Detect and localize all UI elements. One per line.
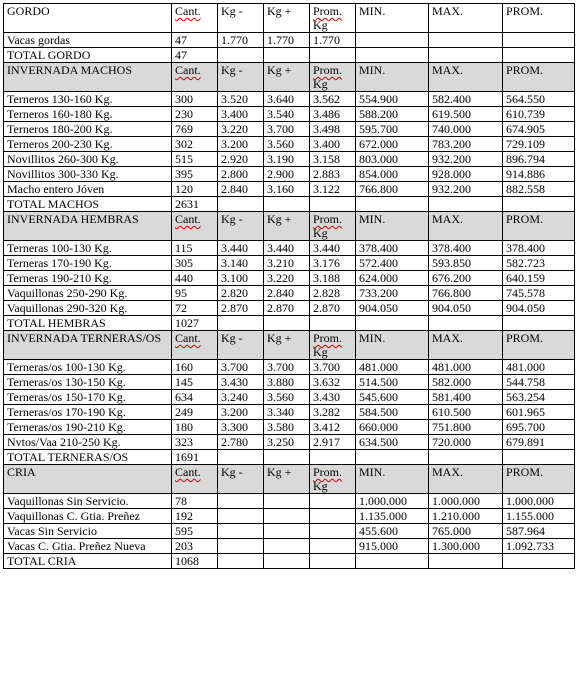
row-value: 3.250 bbox=[264, 435, 310, 450]
row-value: 1.300.000 bbox=[429, 539, 503, 554]
empty-cell bbox=[264, 450, 310, 465]
total-value: 1691 bbox=[172, 450, 218, 465]
table-row bbox=[4, 107, 575, 122]
row-value: 95 bbox=[172, 286, 218, 301]
row-value: 619.500 bbox=[429, 107, 503, 122]
row-value: 751.800 bbox=[429, 420, 503, 435]
row-value: 601.965 bbox=[503, 405, 575, 420]
row-label: Vaquillonas 250-290 Kg. bbox=[4, 286, 172, 301]
column-header: Cant. bbox=[172, 63, 218, 92]
row-value: 676.200 bbox=[429, 271, 503, 286]
column-header: Kg + bbox=[264, 465, 310, 494]
row-value bbox=[310, 524, 356, 539]
row-value: 928.000 bbox=[429, 167, 503, 182]
row-value: 695.700 bbox=[503, 420, 575, 435]
row-value: 300 bbox=[172, 92, 218, 107]
column-header: Cant. bbox=[172, 4, 218, 33]
empty-cell bbox=[503, 554, 575, 569]
column-header: Kg - bbox=[218, 465, 264, 494]
row-value: 378.400 bbox=[503, 241, 575, 256]
table-row bbox=[4, 524, 575, 539]
row-value: 582.723 bbox=[503, 256, 575, 271]
row-label: Nvtos/Vaa 210-250 Kg. bbox=[4, 435, 172, 450]
row-value: 745.578 bbox=[503, 286, 575, 301]
column-header: MIN. bbox=[356, 331, 429, 360]
row-value: 595.700 bbox=[356, 122, 429, 137]
row-value: 634.500 bbox=[356, 435, 429, 450]
column-header: Cant. bbox=[172, 212, 218, 241]
empty-cell bbox=[503, 316, 575, 331]
row-value: 915.000 bbox=[356, 539, 429, 554]
row-value: 563.254 bbox=[503, 390, 575, 405]
column-header: MAX. bbox=[429, 212, 503, 241]
empty-cell bbox=[310, 554, 356, 569]
row-value: 515 bbox=[172, 152, 218, 167]
row-value: 3.700 bbox=[218, 360, 264, 375]
row-label: Vaquillonas Sin Servicio. bbox=[4, 494, 172, 509]
empty-cell bbox=[429, 197, 503, 212]
row-value: 610.500 bbox=[429, 405, 503, 420]
row-value: 2.920 bbox=[218, 152, 264, 167]
row-value: 3.560 bbox=[264, 390, 310, 405]
column-header: PROM. bbox=[503, 331, 575, 360]
row-value: 2.870 bbox=[264, 301, 310, 316]
row-value: 323 bbox=[172, 435, 218, 450]
empty-cell bbox=[356, 197, 429, 212]
row-value: 160 bbox=[172, 360, 218, 375]
row-label: Vacas gordas bbox=[4, 33, 172, 48]
section-header-row bbox=[4, 63, 575, 92]
column-header: Kg - bbox=[218, 331, 264, 360]
row-value: 766.800 bbox=[356, 182, 429, 197]
row-value: 3.412 bbox=[310, 420, 356, 435]
row-value: 3.100 bbox=[218, 271, 264, 286]
row-label: Terneras 100-130 Kg. bbox=[4, 241, 172, 256]
column-header: Prom. Kg bbox=[310, 212, 356, 241]
row-label: Terneras 170-190 Kg. bbox=[4, 256, 172, 271]
row-value: 3.400 bbox=[310, 137, 356, 152]
total-value: 1027 bbox=[172, 316, 218, 331]
row-value: 595 bbox=[172, 524, 218, 539]
row-value bbox=[429, 33, 503, 48]
row-value: 729.109 bbox=[503, 137, 575, 152]
row-value: 544.758 bbox=[503, 375, 575, 390]
row-value: 192 bbox=[172, 509, 218, 524]
row-value: 634 bbox=[172, 390, 218, 405]
row-value bbox=[264, 539, 310, 554]
row-value: 3.340 bbox=[264, 405, 310, 420]
row-value: 3.140 bbox=[218, 256, 264, 271]
column-header: Kg + bbox=[264, 4, 310, 33]
row-value bbox=[310, 494, 356, 509]
row-value: 3.440 bbox=[218, 241, 264, 256]
row-value: 2.780 bbox=[218, 435, 264, 450]
row-value: 3.122 bbox=[310, 182, 356, 197]
column-header: Kg + bbox=[264, 212, 310, 241]
empty-cell bbox=[429, 316, 503, 331]
row-label: Terneros 130-160 Kg. bbox=[4, 92, 172, 107]
row-label: Terneras/os 190-210 Kg. bbox=[4, 420, 172, 435]
total-label: TOTAL HEMBRAS bbox=[4, 316, 172, 331]
empty-cell bbox=[264, 48, 310, 63]
empty-cell bbox=[429, 48, 503, 63]
table-row bbox=[4, 271, 575, 286]
empty-cell bbox=[218, 197, 264, 212]
column-header: Kg + bbox=[264, 331, 310, 360]
empty-cell bbox=[218, 316, 264, 331]
row-value: 378.400 bbox=[429, 241, 503, 256]
row-label: Terneros 160-180 Kg. bbox=[4, 107, 172, 122]
section-header-row bbox=[4, 212, 575, 241]
row-value: 932.200 bbox=[429, 152, 503, 167]
total-row bbox=[4, 48, 575, 63]
table-row bbox=[4, 286, 575, 301]
table-row bbox=[4, 256, 575, 271]
row-value: 3.498 bbox=[310, 122, 356, 137]
row-value: 378.400 bbox=[356, 241, 429, 256]
row-value: 624.000 bbox=[356, 271, 429, 286]
column-header: MIN. bbox=[356, 4, 429, 33]
row-value: 395 bbox=[172, 167, 218, 182]
table-row bbox=[4, 152, 575, 167]
row-value: 932.200 bbox=[429, 182, 503, 197]
row-value: 2.800 bbox=[218, 167, 264, 182]
row-value: 1.210.000 bbox=[429, 509, 503, 524]
empty-cell bbox=[429, 450, 503, 465]
total-value: 1068 bbox=[172, 554, 218, 569]
row-value: 3.400 bbox=[218, 107, 264, 122]
row-value: 3.220 bbox=[218, 122, 264, 137]
row-value: 2.917 bbox=[310, 435, 356, 450]
row-value: 882.558 bbox=[503, 182, 575, 197]
row-value: 3.486 bbox=[310, 107, 356, 122]
total-label: TOTAL CRIA bbox=[4, 554, 172, 569]
empty-cell bbox=[310, 48, 356, 63]
empty-cell bbox=[218, 450, 264, 465]
row-label: Vacas Sin Servicio bbox=[4, 524, 172, 539]
row-value: 120 bbox=[172, 182, 218, 197]
section-header-row bbox=[4, 331, 575, 360]
column-header: Cant. bbox=[172, 331, 218, 360]
row-label: Terneras/os 170-190 Kg. bbox=[4, 405, 172, 420]
row-value: 1.092.733 bbox=[503, 539, 575, 554]
column-header: Prom. Kg bbox=[310, 465, 356, 494]
row-value: 3.282 bbox=[310, 405, 356, 420]
row-value: 230 bbox=[172, 107, 218, 122]
total-label: TOTAL GORDO bbox=[4, 48, 172, 63]
row-value: 660.000 bbox=[356, 420, 429, 435]
section-title: INVERNADA HEMBRAS bbox=[4, 212, 172, 241]
table-row bbox=[4, 182, 575, 197]
row-value bbox=[218, 524, 264, 539]
row-value: 3.640 bbox=[264, 92, 310, 107]
total-label: TOTAL MACHOS bbox=[4, 197, 172, 212]
column-header: PROM. bbox=[503, 465, 575, 494]
row-value: 2.840 bbox=[218, 182, 264, 197]
table-row bbox=[4, 435, 575, 450]
row-value: 481.000 bbox=[429, 360, 503, 375]
row-label: Terneros 180-200 Kg. bbox=[4, 122, 172, 137]
row-value: 2.828 bbox=[310, 286, 356, 301]
row-value: 3.440 bbox=[264, 241, 310, 256]
column-header: Kg - bbox=[218, 63, 264, 92]
table-row bbox=[4, 33, 575, 48]
row-label: Macho entero Jóven bbox=[4, 182, 172, 197]
row-value: 904.050 bbox=[356, 301, 429, 316]
row-value: 3.160 bbox=[264, 182, 310, 197]
row-value bbox=[218, 494, 264, 509]
column-header: MAX. bbox=[429, 331, 503, 360]
row-value: 3.562 bbox=[310, 92, 356, 107]
row-value: 803.000 bbox=[356, 152, 429, 167]
row-value: 3.158 bbox=[310, 152, 356, 167]
row-value: 564.550 bbox=[503, 92, 575, 107]
row-value: 2.870 bbox=[218, 301, 264, 316]
row-value: 914.886 bbox=[503, 167, 575, 182]
column-header: Prom. Kg bbox=[310, 63, 356, 92]
row-value: 1.000.000 bbox=[356, 494, 429, 509]
row-value: 1.135.000 bbox=[356, 509, 429, 524]
row-value: 545.600 bbox=[356, 390, 429, 405]
empty-cell bbox=[264, 197, 310, 212]
column-header: Cant. bbox=[172, 465, 218, 494]
section-title: INVERNADA MACHOS bbox=[4, 63, 172, 92]
price-table bbox=[3, 3, 575, 569]
row-value bbox=[356, 33, 429, 48]
table-row bbox=[4, 122, 575, 137]
row-value: 3.430 bbox=[218, 375, 264, 390]
table-row bbox=[4, 494, 575, 509]
section-header-row bbox=[4, 465, 575, 494]
section-title: CRIA bbox=[4, 465, 172, 494]
row-label: Terneros 200-230 Kg. bbox=[4, 137, 172, 152]
empty-cell bbox=[310, 316, 356, 331]
column-header: Prom. Kg bbox=[310, 4, 356, 33]
empty-cell bbox=[218, 48, 264, 63]
row-value: 854.000 bbox=[356, 167, 429, 182]
row-value: 3.190 bbox=[264, 152, 310, 167]
row-label: Terneras/os 100-130 Kg. bbox=[4, 360, 172, 375]
empty-cell bbox=[429, 554, 503, 569]
row-value: 180 bbox=[172, 420, 218, 435]
section-header-row bbox=[4, 4, 575, 33]
row-value: 3.880 bbox=[264, 375, 310, 390]
total-label: TOTAL TERNERAS/OS bbox=[4, 450, 172, 465]
column-header: MIN. bbox=[356, 212, 429, 241]
row-value: 572.400 bbox=[356, 256, 429, 271]
row-label: Terneras/os 130-150 Kg. bbox=[4, 375, 172, 390]
total-row bbox=[4, 197, 575, 212]
row-value: 481.000 bbox=[503, 360, 575, 375]
table-row bbox=[4, 137, 575, 152]
row-label: Terneras 190-210 Kg. bbox=[4, 271, 172, 286]
column-header: PROM. bbox=[503, 212, 575, 241]
row-value bbox=[310, 509, 356, 524]
row-value: 766.800 bbox=[429, 286, 503, 301]
empty-cell bbox=[310, 450, 356, 465]
row-value: 896.794 bbox=[503, 152, 575, 167]
row-value: 115 bbox=[172, 241, 218, 256]
row-value: 1.770 bbox=[218, 33, 264, 48]
row-value: 3.240 bbox=[218, 390, 264, 405]
row-value: 783.200 bbox=[429, 137, 503, 152]
row-value: 582.400 bbox=[429, 92, 503, 107]
column-header: Kg + bbox=[264, 63, 310, 92]
row-value: 904.050 bbox=[503, 301, 575, 316]
row-label: Terneras/os 150-170 Kg. bbox=[4, 390, 172, 405]
row-value: 3.632 bbox=[310, 375, 356, 390]
empty-cell bbox=[264, 316, 310, 331]
column-header: MIN. bbox=[356, 63, 429, 92]
row-value: 582.000 bbox=[429, 375, 503, 390]
row-value: 3.520 bbox=[218, 92, 264, 107]
row-value: 593.850 bbox=[429, 256, 503, 271]
row-value: 1.770 bbox=[264, 33, 310, 48]
total-value: 47 bbox=[172, 48, 218, 63]
row-value: 1.155.000 bbox=[503, 509, 575, 524]
row-value: 3.540 bbox=[264, 107, 310, 122]
row-value: 584.500 bbox=[356, 405, 429, 420]
row-label: Novillitos 300-330 Kg. bbox=[4, 167, 172, 182]
row-value: 554.900 bbox=[356, 92, 429, 107]
column-header: Prom. Kg bbox=[310, 331, 356, 360]
empty-cell bbox=[356, 450, 429, 465]
table-row bbox=[4, 375, 575, 390]
row-value bbox=[218, 509, 264, 524]
row-value: 1.000.000 bbox=[429, 494, 503, 509]
total-value: 2631 bbox=[172, 197, 218, 212]
table-row bbox=[4, 405, 575, 420]
row-value: 679.891 bbox=[503, 435, 575, 450]
table-row bbox=[4, 420, 575, 435]
row-label: Vaquillonas 290-320 Kg. bbox=[4, 301, 172, 316]
column-header: MAX. bbox=[429, 465, 503, 494]
row-value: 2.840 bbox=[264, 286, 310, 301]
table-row bbox=[4, 509, 575, 524]
row-value: 78 bbox=[172, 494, 218, 509]
column-header: MIN. bbox=[356, 465, 429, 494]
empty-cell bbox=[356, 48, 429, 63]
row-value: 302 bbox=[172, 137, 218, 152]
total-row bbox=[4, 316, 575, 331]
row-value: 3.700 bbox=[264, 360, 310, 375]
row-value: 72 bbox=[172, 301, 218, 316]
row-value: 3.200 bbox=[218, 137, 264, 152]
row-value: 3.440 bbox=[310, 241, 356, 256]
table-row bbox=[4, 241, 575, 256]
row-value bbox=[264, 524, 310, 539]
empty-cell bbox=[356, 316, 429, 331]
table-row bbox=[4, 539, 575, 554]
empty-cell bbox=[218, 554, 264, 569]
row-value: 3.300 bbox=[218, 420, 264, 435]
row-value: 3.176 bbox=[310, 256, 356, 271]
row-value: 145 bbox=[172, 375, 218, 390]
column-header: MAX. bbox=[429, 4, 503, 33]
row-value: 47 bbox=[172, 33, 218, 48]
row-value: 455.600 bbox=[356, 524, 429, 539]
column-header: PROM. bbox=[503, 4, 575, 33]
row-label: Vaquillonas C. Gtia. Preñez bbox=[4, 509, 172, 524]
column-header: Kg - bbox=[218, 212, 264, 241]
column-header: PROM. bbox=[503, 63, 575, 92]
row-value: 203 bbox=[172, 539, 218, 554]
table-row bbox=[4, 301, 575, 316]
column-header: MAX. bbox=[429, 63, 503, 92]
row-value: 588.200 bbox=[356, 107, 429, 122]
row-value: 720.000 bbox=[429, 435, 503, 450]
row-value: 249 bbox=[172, 405, 218, 420]
cattle-price-report bbox=[3, 3, 574, 569]
row-value: 3.188 bbox=[310, 271, 356, 286]
empty-cell bbox=[503, 48, 575, 63]
row-value: 769 bbox=[172, 122, 218, 137]
row-value: 440 bbox=[172, 271, 218, 286]
total-row bbox=[4, 554, 575, 569]
table-row bbox=[4, 360, 575, 375]
section-title: GORDO bbox=[4, 4, 172, 33]
row-value: 674.905 bbox=[503, 122, 575, 137]
row-value: 3.210 bbox=[264, 256, 310, 271]
row-value: 1.770 bbox=[310, 33, 356, 48]
row-value bbox=[218, 539, 264, 554]
row-value: 2.883 bbox=[310, 167, 356, 182]
row-value: 305 bbox=[172, 256, 218, 271]
empty-cell bbox=[264, 554, 310, 569]
row-value: 904.050 bbox=[429, 301, 503, 316]
table-row bbox=[4, 92, 575, 107]
row-value bbox=[264, 494, 310, 509]
table-row bbox=[4, 167, 575, 182]
table-row bbox=[4, 390, 575, 405]
row-value bbox=[310, 539, 356, 554]
row-value: 733.200 bbox=[356, 286, 429, 301]
empty-cell bbox=[503, 450, 575, 465]
row-value: 765.000 bbox=[429, 524, 503, 539]
row-value: 581.400 bbox=[429, 390, 503, 405]
total-row bbox=[4, 450, 575, 465]
row-value: 740.000 bbox=[429, 122, 503, 137]
row-value: 640.159 bbox=[503, 271, 575, 286]
empty-cell bbox=[356, 554, 429, 569]
row-value: 3.430 bbox=[310, 390, 356, 405]
row-label: Vacas C. Gtia. Preñez Nueva bbox=[4, 539, 172, 554]
row-value: 481.000 bbox=[356, 360, 429, 375]
row-value: 672.000 bbox=[356, 137, 429, 152]
row-value: 3.580 bbox=[264, 420, 310, 435]
row-value: 3.200 bbox=[218, 405, 264, 420]
row-value: 3.700 bbox=[310, 360, 356, 375]
row-value bbox=[264, 509, 310, 524]
row-value: 1.000.000 bbox=[503, 494, 575, 509]
row-value: 3.220 bbox=[264, 271, 310, 286]
row-label: Novillitos 260-300 Kg. bbox=[4, 152, 172, 167]
row-value: 2.900 bbox=[264, 167, 310, 182]
row-value: 2.870 bbox=[310, 301, 356, 316]
row-value bbox=[503, 33, 575, 48]
empty-cell bbox=[310, 197, 356, 212]
row-value: 610.739 bbox=[503, 107, 575, 122]
row-value: 587.964 bbox=[503, 524, 575, 539]
row-value: 514.500 bbox=[356, 375, 429, 390]
row-value: 2.820 bbox=[218, 286, 264, 301]
section-title: INVERNADA TERNERAS/OS bbox=[4, 331, 172, 360]
row-value: 3.560 bbox=[264, 137, 310, 152]
empty-cell bbox=[503, 197, 575, 212]
column-header: Kg - bbox=[218, 4, 264, 33]
row-value: 3.700 bbox=[264, 122, 310, 137]
